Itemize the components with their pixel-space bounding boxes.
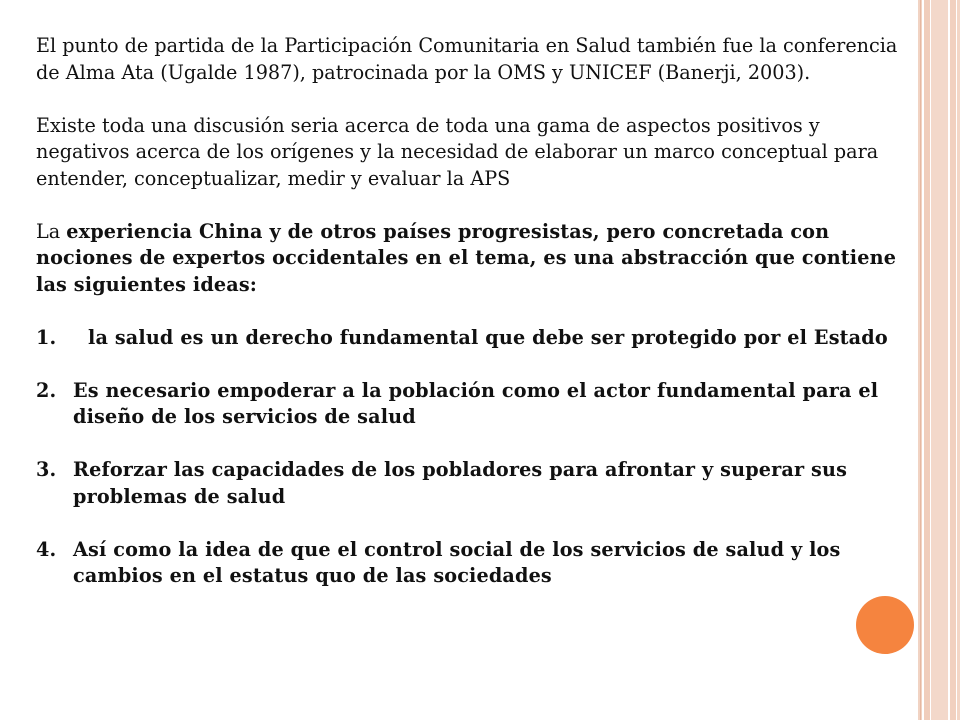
list-item [36,378,904,431]
list-item-text: Así como la idea de que el control social de los servicios de salud y los cambios en el estatus quo de las sociedades [73,537,841,587]
decorative-side-stripes [918,0,960,720]
orange-circle-decoration [856,596,914,654]
list-item-text: la salud es un derecho fundamental que debe ser protegido por el Estado [88,325,888,349]
list-item [36,537,904,590]
paragraph-discussion: Existe toda una discusión seria acerca de toda una gama de aspectos positivos y negativos acerca de los orígenes y la necesidad de elaborar un marco conceptual para entender, conceptualizar, medir y evaluar la APS [36,113,879,190]
paragraph-alma-ata: El punto de partida de la Participación Comunitaria en Salud también fue la conferencia de Alma Ata (Ugalde 1987), patrocinada por la OMS y UNICEF (Banerji, 2003). [36,34,898,84]
intro-lead: La [36,219,67,243]
slide-text-content [36,33,904,616]
rail-divider-line [920,0,921,720]
list-item-text: Es necesario empoderar a la población como el actor fundamental para el diseño de los servicios de salud [73,378,879,428]
list-item-number: 1. [36,325,57,349]
ideas-list [36,325,904,590]
list-item [36,457,904,510]
paragraph-experience [36,219,904,299]
list-item-text: Reforzar las capacidades de los pobladores para afrontar y superar sus problemas de salud [73,458,848,508]
list-item-number: 4. [36,537,57,561]
list-item-number: 2. [36,378,57,402]
intro-bold: experiencia China y de otros países progresistas, pero concretada con nociones de expertos occidentales en el tema, es una abstracción que contiene las siguientes ideas: [36,219,897,296]
list-item-number: 3. [36,458,57,481]
list-item [36,325,904,352]
